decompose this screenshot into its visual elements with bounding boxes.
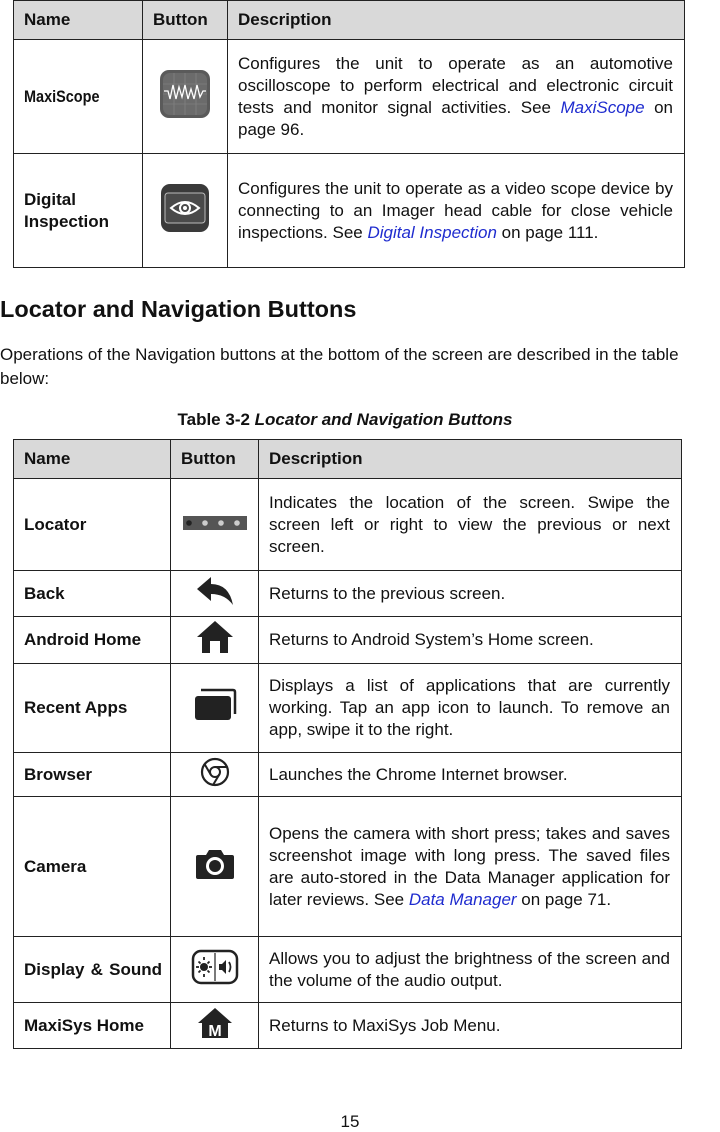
col-header-name: Name <box>14 1 143 40</box>
chrome-icon <box>200 757 230 793</box>
table-caption: Table 3-2 Locator and Navigation Buttons <box>177 410 513 429</box>
row-name: Camera <box>14 797 171 937</box>
row-name: Digital Inspection <box>14 154 143 268</box>
row-description: Opens the camera with short press; takes and saves screenshot image with long press. The saved files are auto-stored in the Data Manager application for later reviews. See Data Manager on page 71. <box>259 797 682 937</box>
row-description: Configures the unit to operate as an automotive oscilloscope to perform electrical and electronic circuit tests and monitor signal activities. See MaxiScope on page 96. <box>228 40 685 154</box>
recent-apps-icon <box>193 688 237 728</box>
table-row <box>14 479 682 571</box>
locator-dots-icon <box>183 514 247 536</box>
row-description: Launches the Chrome Internet browser. <box>259 753 682 797</box>
functions-table <box>13 0 685 268</box>
row-description: Returns to the previous screen. <box>259 571 682 617</box>
col-header-description: Description <box>259 440 682 479</box>
row-name: Android Home <box>14 617 171 664</box>
display-sound-icon <box>191 949 239 991</box>
intro-paragraph: Operations of the Navigation buttons at the bottom of the screen are described in the table below: <box>0 345 679 388</box>
row-description: Allows you to adjust the brightness of the screen and the volume of the audio output. <box>259 937 682 1003</box>
table-row <box>14 797 682 937</box>
row-description: Displays a list of applications that are currently working. Tap an app icon to launch. To remove an app, swipe it to the right. <box>259 664 682 753</box>
table-row <box>14 571 682 617</box>
table-row <box>14 154 685 268</box>
svg-text:M: M <box>207 1022 222 1040</box>
col-header-description: Description <box>228 1 685 40</box>
col-header-name: Name <box>14 440 171 479</box>
row-name: Browser <box>14 753 171 797</box>
camera-icon <box>194 847 236 887</box>
row-description: Returns to Android System’s Home screen. <box>259 617 682 664</box>
home-icon <box>195 619 235 661</box>
row-description: Configures the unit to operate as a video scope device by connecting to an Imager head cable for close vehicle inspections. See Digital Inspection on page 111. <box>228 154 685 268</box>
col-header-button: Button <box>171 440 259 479</box>
section-title: Locator and Navigation Buttons <box>0 296 357 322</box>
row-name: Back <box>14 571 171 617</box>
table-row <box>14 1003 682 1049</box>
row-name: Locator <box>14 479 171 571</box>
page-number: 15 <box>340 1112 360 1131</box>
eye-camera-icon <box>160 183 210 239</box>
row-name: Display & Sound <box>14 937 171 1003</box>
col-header-button: Button <box>143 1 228 40</box>
table-row <box>14 753 682 797</box>
data-manager-link[interactable]: Data Manager <box>408 889 517 909</box>
maxiscope-link[interactable]: MaxiScope <box>560 97 645 117</box>
table-row <box>14 937 682 1003</box>
row-name: Recent Apps <box>14 664 171 753</box>
table-row <box>14 664 682 753</box>
row-name: MaxiSys Home <box>14 1003 171 1049</box>
table-row <box>14 617 682 664</box>
back-arrow-icon <box>195 575 235 613</box>
table-row <box>14 40 685 154</box>
row-description: Returns to MaxiSys Job Menu. <box>259 1003 682 1049</box>
row-description: Indicates the location of the screen. Swipe the screen left or right to view the previous or next screen. <box>259 479 682 571</box>
row-name: MaxiScope <box>14 40 143 154</box>
oscilloscope-icon <box>159 69 211 125</box>
maxisys-home-icon <box>196 1006 234 1046</box>
navigation-buttons-table <box>13 439 682 1049</box>
digital-inspection-link[interactable]: Digital Inspection <box>367 222 497 242</box>
